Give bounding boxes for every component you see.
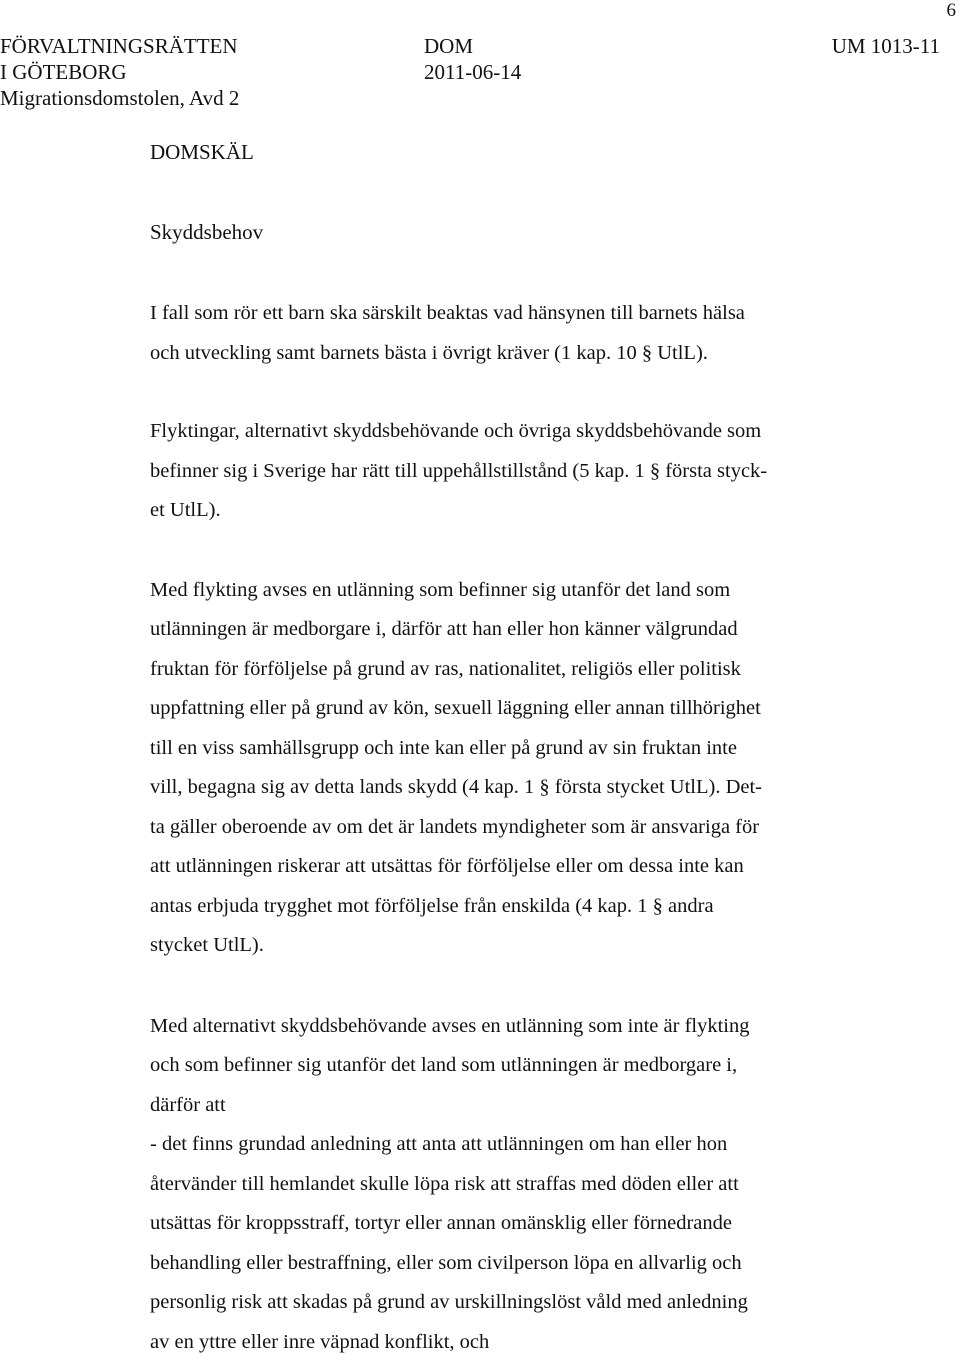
page-number: 6 — [947, 0, 957, 22]
paragraph-line: vill, begagna sig av detta lands skydd (4 kap. 1 § första stycket UtlL). Det- — [150, 768, 850, 808]
document-header — [0, 33, 960, 117]
document-body — [150, 136, 850, 1362]
paragraph-line: uppfattning eller på grund av kön, sexuell läggning eller annan tillhörighet — [150, 689, 850, 729]
paragraph-line: I fall som rör ett barn ska särskilt beaktas vad hänsynen till barnets hälsa — [150, 294, 850, 334]
paragraph-line: fruktan för förföljelse på grund av ras, nationalitet, religiös eller politisk — [150, 650, 850, 690]
paragraph-subsidiary-protection — [150, 1007, 850, 1362]
paragraph-line: stycket UtlL). — [150, 926, 850, 966]
paragraph-line: Med flykting avses en utlänning som befinner sig utanför det land som — [150, 571, 850, 611]
document-type: DOM — [424, 33, 521, 59]
case-number: UM 1013-11 — [832, 33, 940, 59]
paragraph-line: Med alternativt skyddsbehövande avses en utlänning som inte är flykting — [150, 1007, 850, 1047]
court-name-line2: I GÖTEBORG — [0, 59, 239, 85]
paragraph-line: personlig risk att skadas på grund av urskillningslöst våld med anledning — [150, 1283, 850, 1323]
paragraph-line: att utlänningen riskerar att utsättas för förföljelse eller om dessa inte kan — [150, 847, 850, 887]
paragraph-line: behandling eller bestraffning, eller som civilperson löpa en allvarlig och — [150, 1244, 850, 1284]
paragraph-line: Flyktingar, alternativt skyddsbehövande och övriga skyddsbehövande som — [150, 412, 850, 452]
paragraph-line: et UtlL). — [150, 491, 850, 531]
document-date: 2011-06-14 — [424, 59, 521, 85]
paragraph-line: därför att — [150, 1086, 850, 1126]
section-heading: DOMSKÄL — [150, 136, 850, 168]
paragraph-refugee-definition — [150, 571, 850, 966]
paragraph-line: utsättas för kroppsstraff, tortyr eller annan omänsklig eller förnedrande — [150, 1204, 850, 1244]
document-type-block — [424, 33, 521, 85]
subsection-heading: Skyddsbehov — [150, 216, 850, 248]
paragraph-line: - det finns grundad anledning att anta att utlänningen om han eller hon — [150, 1125, 850, 1165]
court-name-block — [0, 33, 239, 111]
paragraph-line: av en yttre eller inre väpnad konflikt, och — [150, 1323, 850, 1362]
paragraph-residence-permit — [150, 412, 850, 531]
case-number-block — [832, 33, 940, 59]
paragraph-line: utlänningen är medborgare i, därför att han eller hon känner välgrundad — [150, 610, 850, 650]
court-division: Migrationsdomstolen, Avd 2 — [0, 85, 239, 111]
paragraph-line: antas erbjuda trygghet mot förföljelse från enskilda (4 kap. 1 § andra — [150, 887, 850, 927]
paragraph-line: ta gäller oberoende av om det är landets myndigheter som är ansvariga för — [150, 808, 850, 848]
paragraph-child-welfare — [150, 294, 850, 373]
paragraph-line: till en viss samhällsgrupp och inte kan eller på grund av sin fruktan inte — [150, 729, 850, 769]
paragraph-line: återvänder till hemlandet skulle löpa risk att straffas med döden eller att — [150, 1165, 850, 1205]
paragraph-line: befinner sig i Sverige har rätt till uppehållstillstånd (5 kap. 1 § första styck- — [150, 452, 850, 492]
court-name-line1: FÖRVALTNINGSRÄTTEN — [0, 33, 239, 59]
paragraph-line: och som befinner sig utanför det land som utlänningen är medborgare i, — [150, 1046, 850, 1086]
paragraph-line: och utveckling samt barnets bästa i övrigt kräver (1 kap. 10 § UtlL). — [150, 334, 850, 374]
